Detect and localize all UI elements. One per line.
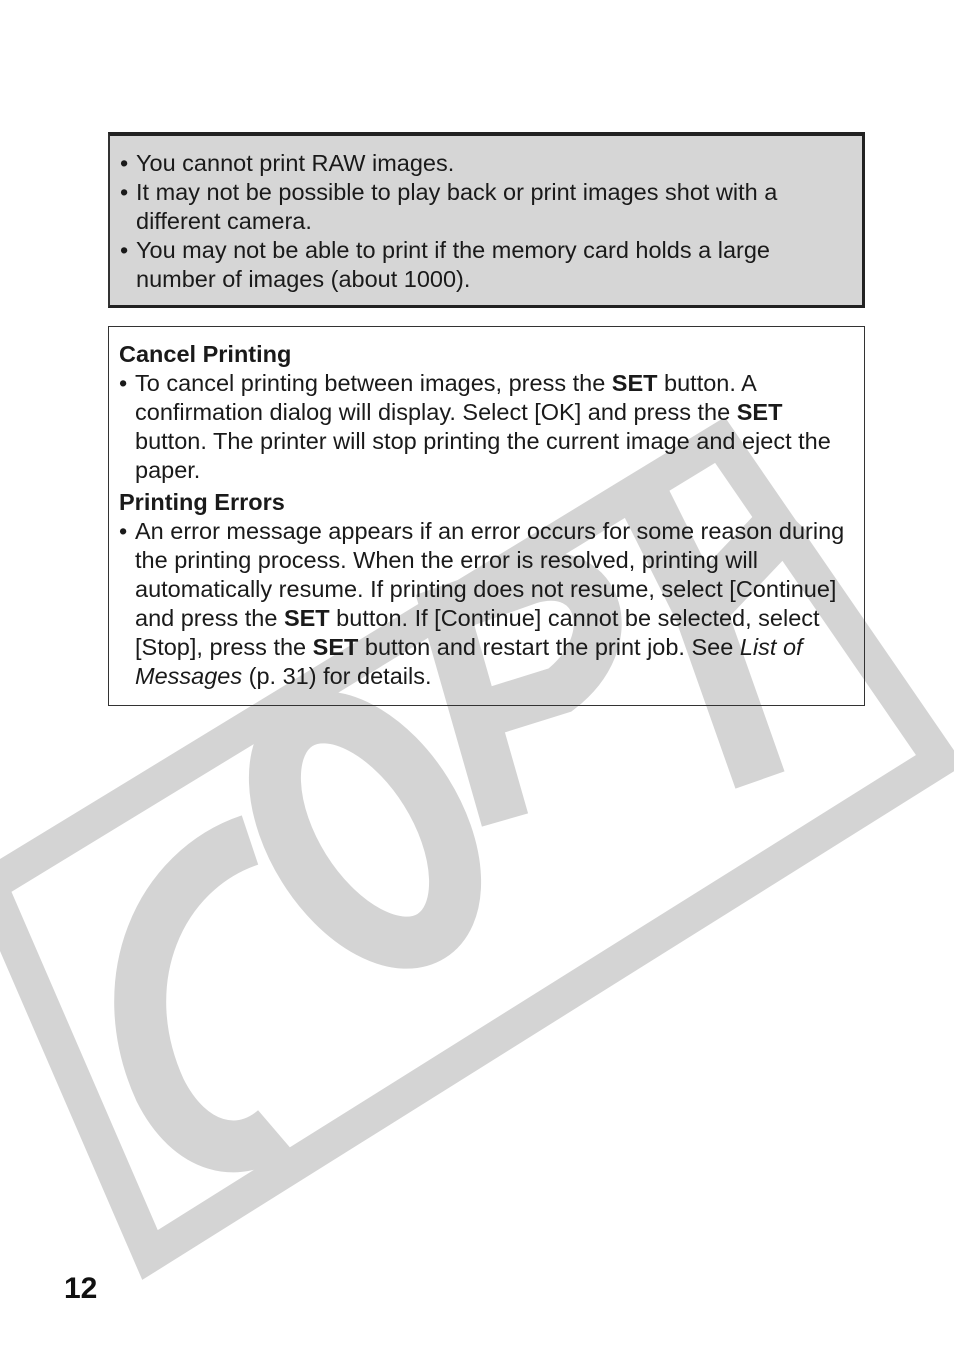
text-run: button. A confirmation dialog will display. Select [OK] and press the [135, 370, 756, 425]
printing-errors-heading: Printing Errors [119, 489, 285, 515]
set-button-label: SET [312, 634, 359, 660]
set-button-label: SET [611, 370, 658, 396]
caution-item: • You cannot print RAW images. [120, 149, 842, 178]
cancel-printing-text [119, 369, 850, 485]
printing-errors-list [119, 517, 850, 691]
set-button-label: SET [736, 399, 783, 425]
set-button-label: SET [283, 605, 330, 631]
cancel-printing-heading: Cancel Printing [119, 341, 292, 367]
text-run: (p. 31) for details. [242, 663, 432, 689]
cancel-printing-list [119, 369, 850, 485]
caution-item: • It may not be possible to play back or print images shot with a different camera. [120, 178, 842, 236]
text-run: button and restart the print job. See [358, 634, 740, 660]
list-of-messages-reference: List of Messages [135, 634, 803, 689]
info-box [108, 326, 865, 706]
page-number: 12 [64, 1272, 98, 1305]
caution-box [108, 132, 865, 308]
caution-item: • You may not be able to print if the memory card holds a large number of images (about 1000). [120, 236, 842, 294]
printing-errors-text [119, 517, 850, 691]
text-run: An error message appears if an error occurs for some reason during the printing process. When the error is resolved, printing will automatically resume. If printing does not resume, select [Continue] and press the [135, 518, 845, 631]
text-run: To cancel printing between images, press the [135, 370, 612, 396]
text-run: button. The printer will stop printing the current image and eject the paper. [135, 428, 831, 483]
caution-list [120, 149, 842, 294]
text-run: button. If [Continue] cannot be selected, select [Stop], press the [135, 605, 820, 660]
